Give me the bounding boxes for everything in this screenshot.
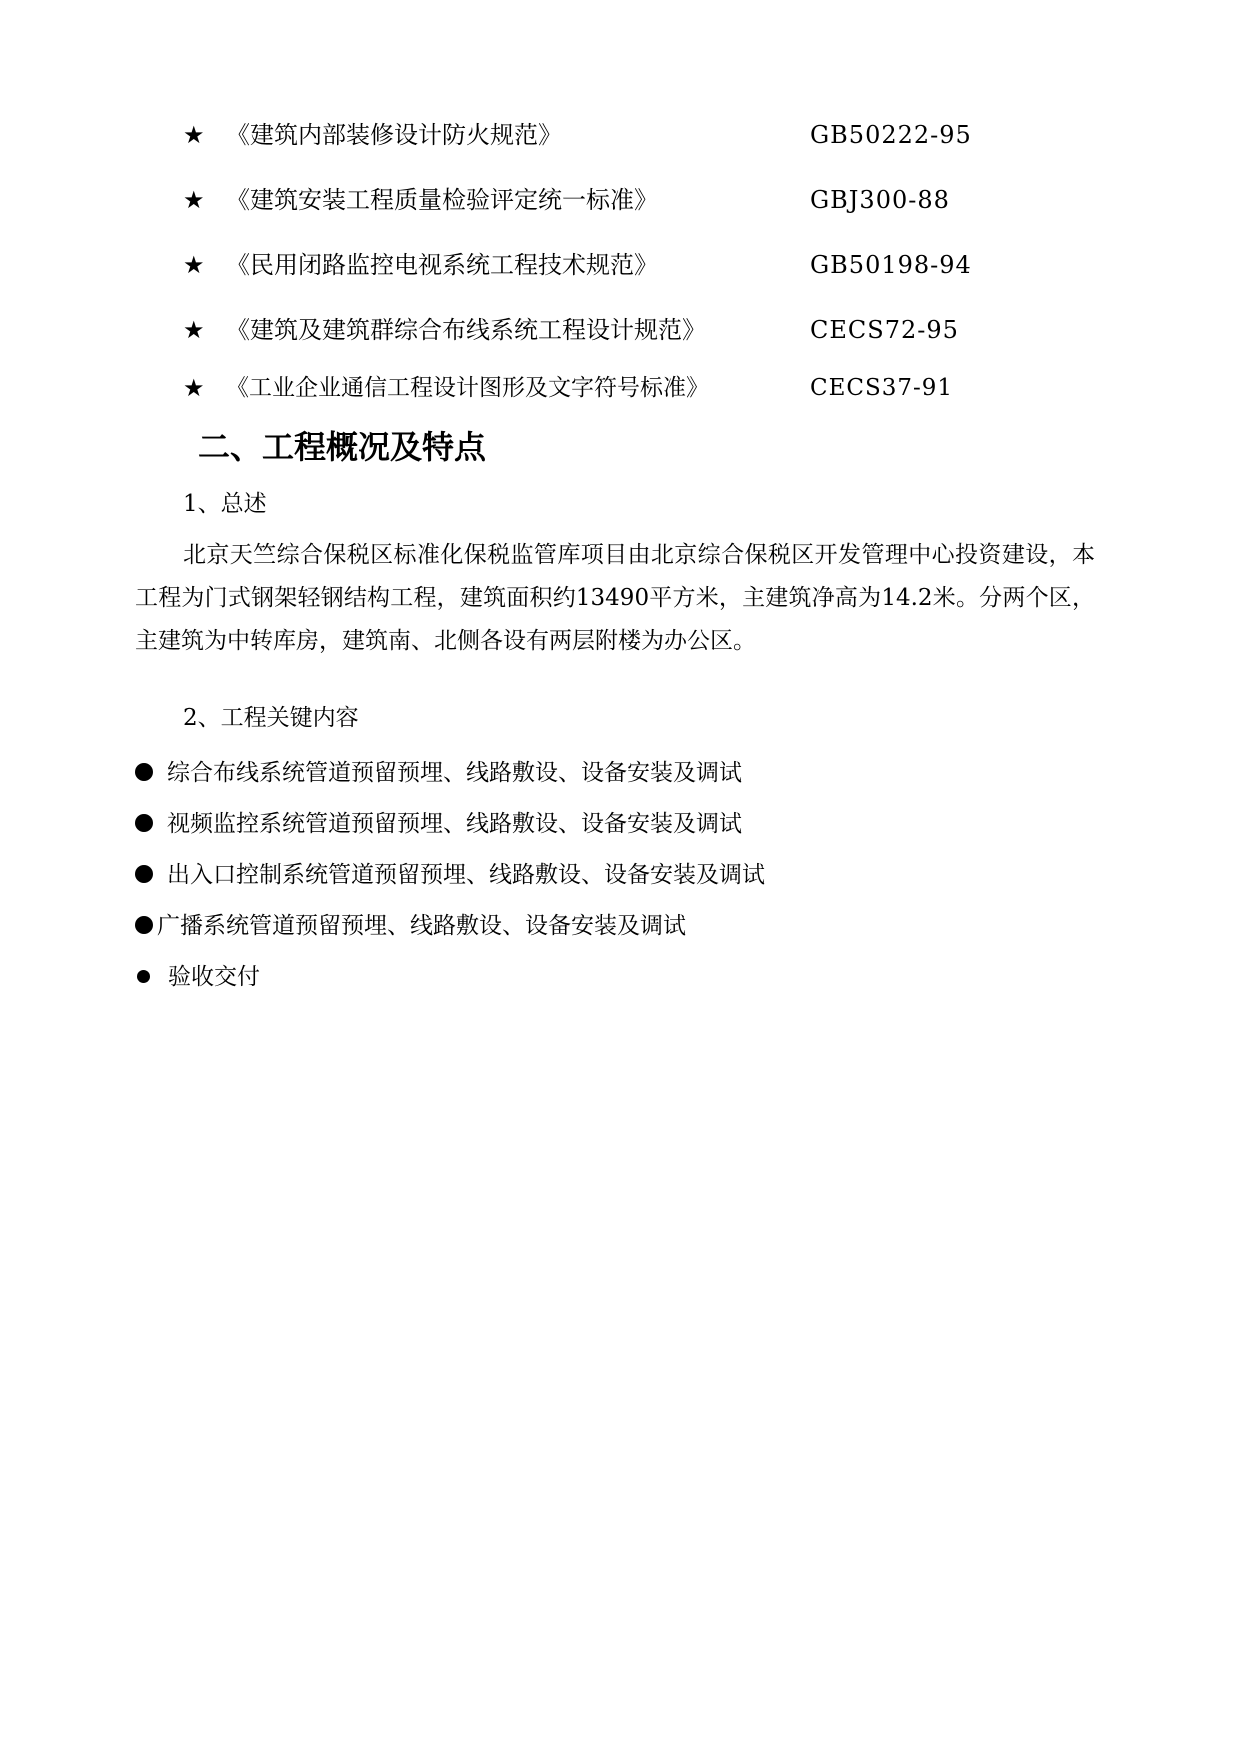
list-item-text: 综合布线系统管道预留预埋、线路敷设、设备安装及调试 <box>167 760 742 786</box>
bullet-icon <box>137 970 150 983</box>
standard-title: 《建筑内部装修设计防火规范》 <box>226 121 562 149</box>
list-item <box>135 857 765 893</box>
standard-title: 《建筑及建筑群综合布线系统工程设计规范》 <box>226 316 706 344</box>
standard-code: CECS37-91 <box>810 375 954 401</box>
standard-title: 《建筑安装工程质量检验评定统一标准》 <box>226 186 658 214</box>
star-icon: ★ <box>183 251 205 279</box>
star-icon: ★ <box>183 121 205 149</box>
standard-title: 《工业企业通信工程设计图形及文字符号标准》 <box>226 375 709 401</box>
list-item-text: 验收交付 <box>168 964 260 990</box>
standard-row <box>183 245 1083 285</box>
standard-row <box>183 368 1083 408</box>
bullet-icon <box>135 814 153 832</box>
standard-row <box>183 310 1083 350</box>
standard-row <box>183 115 1083 155</box>
bullet-icon <box>135 865 153 883</box>
bullet-icon <box>135 763 153 781</box>
section-heading: 二、工程概况及特点 <box>198 428 487 466</box>
list-item-text: 广播系统管道预留预埋、线路敷设、设备安装及调试 <box>157 913 686 939</box>
overview-heading: 1、总述 <box>183 491 267 517</box>
key-content-heading: 2、工程关键内容 <box>183 705 359 731</box>
list-item <box>135 959 260 995</box>
standard-title: 《民用闭路监控电视系统工程技术规范》 <box>226 251 658 279</box>
list-item <box>135 755 742 791</box>
bullet-icon <box>135 916 153 934</box>
list-item <box>135 908 686 944</box>
standard-code: GB50222-95 <box>810 121 972 149</box>
overview-paragraph: 北京天竺综合保税区标准化保税监管库项目由北京综合保税区开发管理中心投资建设，本工程为门式钢架轻钢结构工程，建筑面积约13490平方米，主建筑净高为14.2米。分两个区，主建筑为中转库房，建筑南、北侧各设有两层附楼为办公区。 <box>135 542 1095 654</box>
star-icon: ★ <box>183 374 205 402</box>
standard-code: GB50198-94 <box>810 251 972 279</box>
standard-code: GBJ300-88 <box>810 186 950 214</box>
standard-code: CECS72-95 <box>810 316 959 344</box>
star-icon: ★ <box>183 316 205 344</box>
list-item-text: 视频监控系统管道预留预埋、线路敷设、设备安装及调试 <box>167 811 742 837</box>
list-item <box>135 806 742 842</box>
list-item-text: 出入口控制系统管道预留预埋、线路敷设、设备安装及调试 <box>167 862 765 888</box>
standard-row <box>183 180 1083 220</box>
star-icon: ★ <box>183 186 205 214</box>
